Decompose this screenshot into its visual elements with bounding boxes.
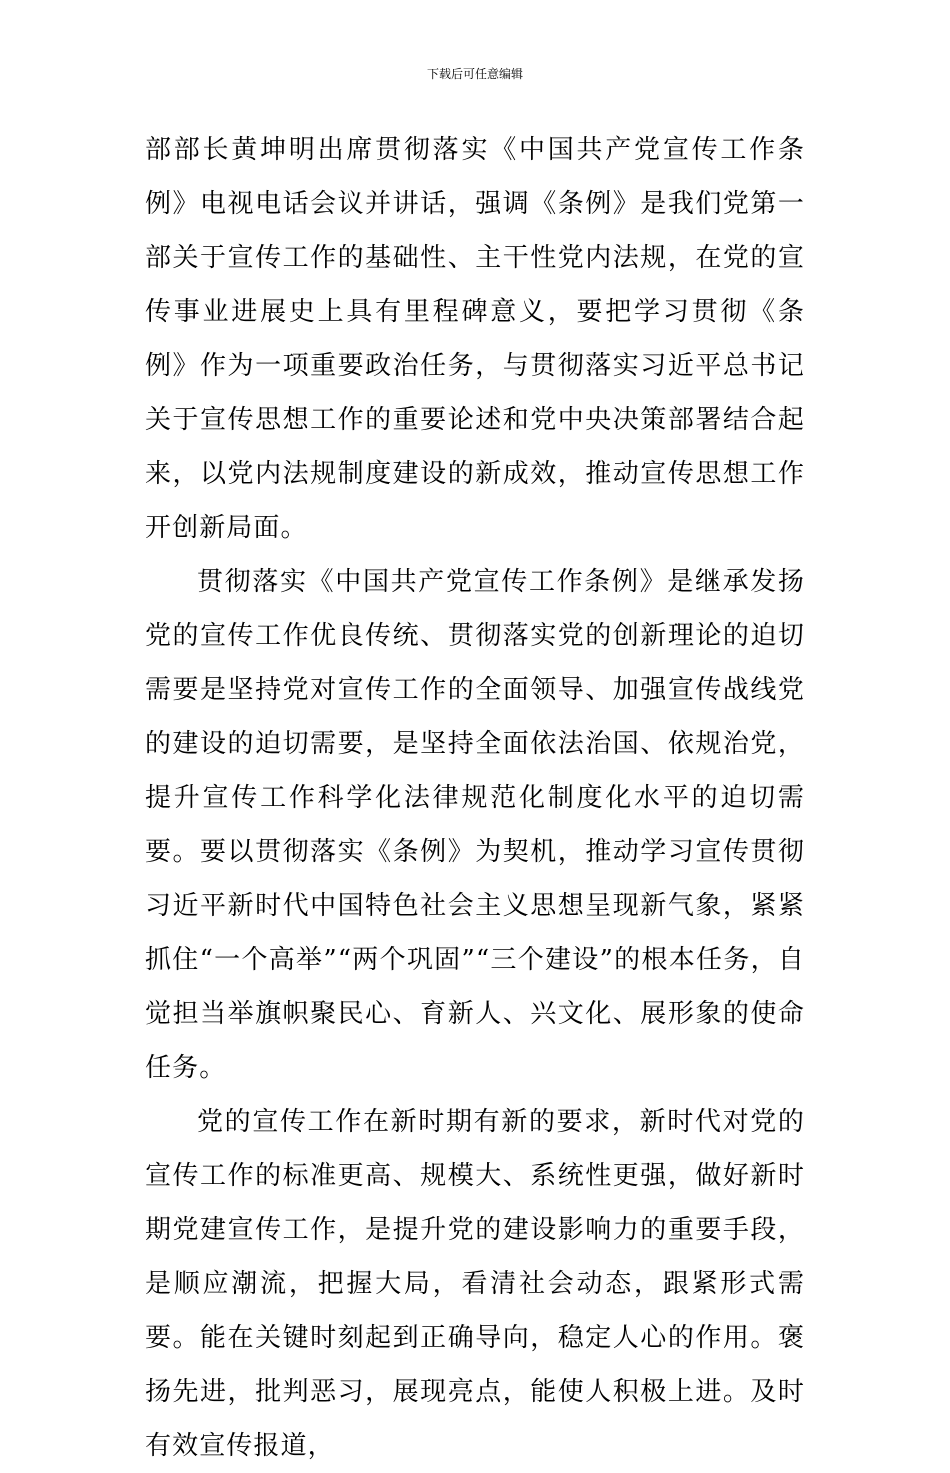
document-body xyxy=(145,123,805,1473)
page-header-note: 下载后可任意编辑 xyxy=(426,67,523,81)
paragraph-2: 贯彻落实《中国共产党宣传工作条例》是继承发扬党的宣传工作优良传统、贯彻落实党的创新理论的迫切需要是坚持党对宣传工作的全面领导、加强宣传战线党的建设的迫切需要，是坚持全面依法治国、依规治党，提升宣传工作科学化法律规范化制度化水平的迫切需要。要以贯彻落实《条例》为契机，推动学习宣传贯彻习近平新时代中国特色社会主义思想呈现新气象，紧紧抓住“一个高举”“两个巩固”“三个建设”的根本任务，自觉担当举旗帜聚民心、育新人、兴文化、展形象的使命任务。 xyxy=(145,567,805,1083)
paragraph-1: 部部长黄坤明出席贯彻落实《中国共产党宣传工作条例》电视电话会议并讲话，强调《条例》是我们党第一部关于宣传工作的基础性、主干性党内法规，在党的宣传事业进展史上具有里程碑意义，要把学习贯彻《条例》作为一项重要政治任务，与贯彻落实习近平总书记关于宣传思想工作的重要论述和党中央决策部署结合起来，以党内法规制度建设的新成效，推动宣传思想工作开创新局面。 xyxy=(145,135,805,543)
paragraph-3: 党的宣传工作在新时期有新的要求，新时代对党的宣传工作的标准更高、规模大、系统性更强，做好新时期党建宣传工作，是提升党的建设影响力的重要手段，是顺应潮流，把握大局，看清社会动态，跟紧形式需要。能在关键时刻起到正确导向，稳定人心的作用。褒扬先进，批判恶习，展现亮点，能使人积极上进。及时有效宣传报道， xyxy=(145,1107,805,1461)
